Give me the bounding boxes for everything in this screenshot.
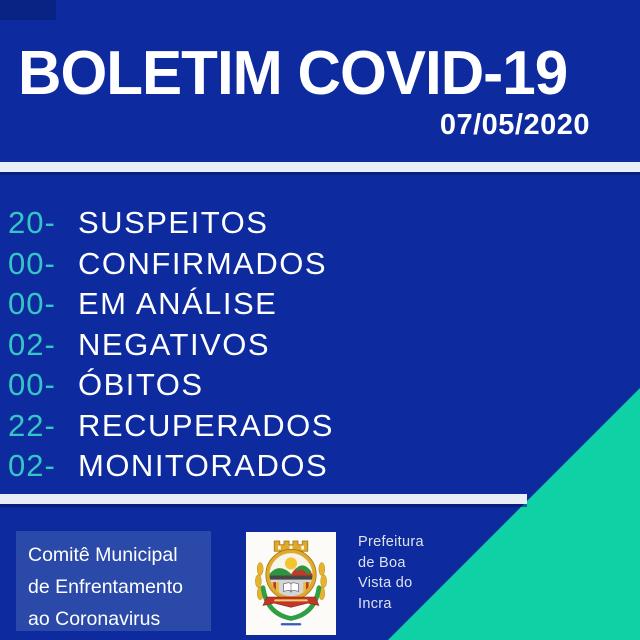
stat-row <box>8 244 334 285</box>
stat-row <box>8 284 334 325</box>
stat-label: ÓBITOS <box>78 367 204 402</box>
org-name <box>358 532 424 614</box>
corner-shade <box>0 0 56 20</box>
stat-row <box>8 406 334 447</box>
committee-line: de Enfrentamento <box>28 576 184 598</box>
stat-label: MONITORADOS <box>78 448 329 483</box>
org-line: Vista do <box>358 575 413 591</box>
stat-value: 00- <box>8 367 56 402</box>
bulletin-title: BOLETIM COVID-19 <box>18 39 568 108</box>
stat-row <box>8 446 334 487</box>
stat-value: 00- <box>8 245 56 281</box>
stat-value: 20- <box>8 205 56 240</box>
stat-row <box>8 365 334 406</box>
stat-row <box>8 203 334 244</box>
org-line: Incra <box>358 595 392 612</box>
stat-value: 02- <box>8 448 56 483</box>
committee-line: ao Coronavirus <box>28 608 161 630</box>
stats-list <box>8 203 334 487</box>
stat-label: NEGATIVOS <box>78 326 271 362</box>
stat-label: SUSPEITOS <box>78 205 269 240</box>
teal-corner-triangle <box>388 388 640 640</box>
bottom-separator <box>0 494 527 504</box>
bulletin-date: 07/05/2020 <box>439 109 590 141</box>
committee-box <box>16 531 211 631</box>
org-line: de Boa <box>358 554 406 571</box>
coat-of-arms-icon <box>249 535 333 632</box>
top-separator <box>0 162 640 172</box>
logo-box <box>246 532 336 635</box>
org-line: Prefeitura <box>358 534 424 550</box>
stat-row <box>8 325 334 366</box>
stat-value: 02- <box>8 326 56 362</box>
stat-label: RECUPERADOS <box>78 407 334 443</box>
stat-value: 00- <box>8 286 56 321</box>
stat-label: CONFIRMADOS <box>78 245 327 281</box>
stat-value: 22- <box>8 407 56 443</box>
stat-label: EM ANÁLISE <box>78 286 278 321</box>
committee-line: Comitê Municipal <box>28 544 178 566</box>
